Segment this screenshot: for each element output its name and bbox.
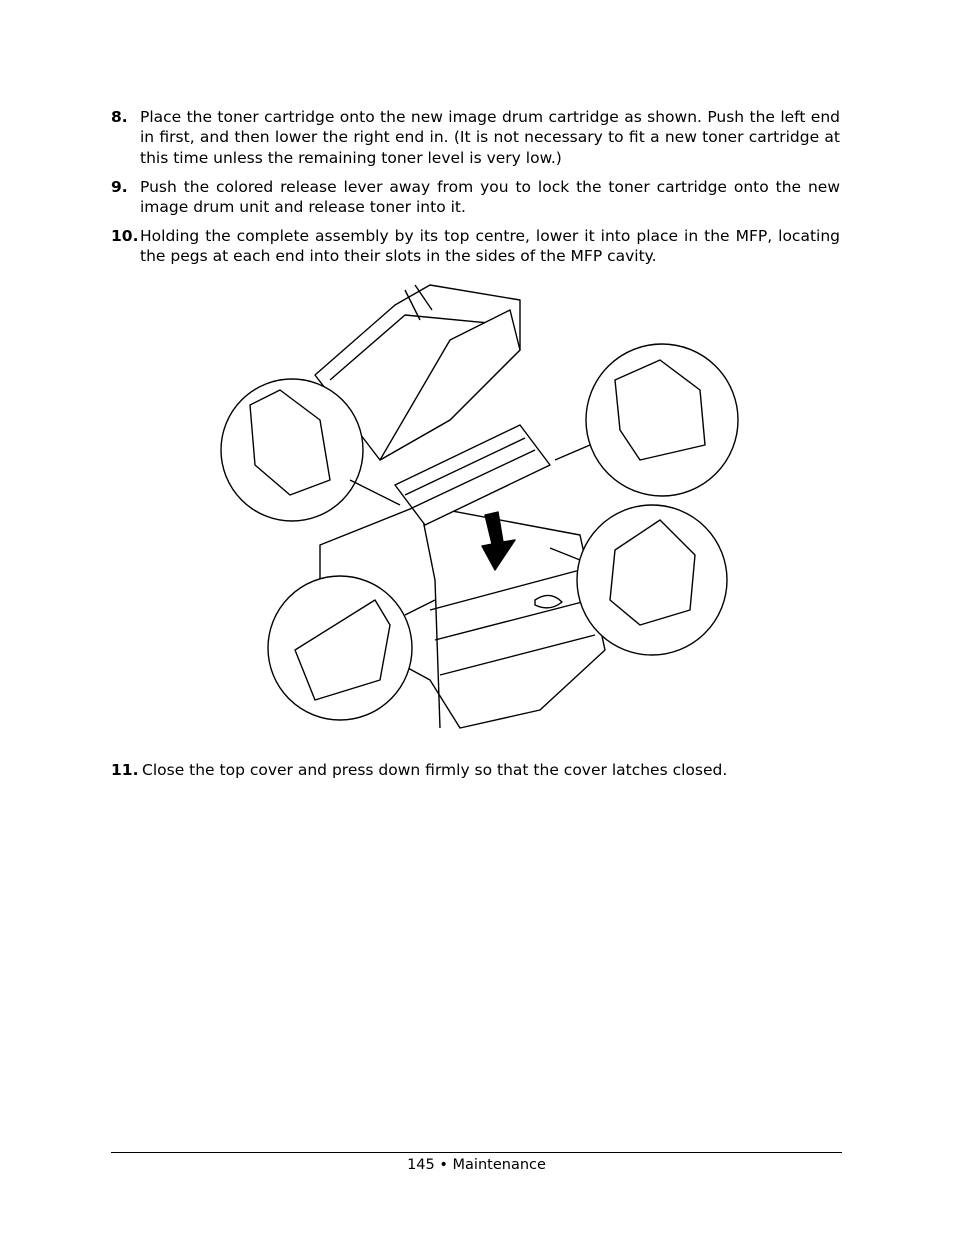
step-10 (111, 226, 840, 267)
step-number: 9. (111, 178, 128, 196)
step-number: 10. (111, 227, 139, 245)
step-11 (111, 760, 840, 780)
step-9 (111, 177, 840, 218)
detail-bottom-left (268, 576, 412, 720)
step-text: Place the toner cartridge onto the new image drum cartridge as shown. Push the left end in first, and then lower the right end in. (It is not necessary to fit a new toner cartridge at this time unless the remaining toner level is very low.) (140, 108, 840, 167)
page-footer (111, 1157, 842, 1173)
detail-bottom-right (577, 505, 727, 655)
step-text: Close the top cover and press down firmly so that the cover latches closed. (142, 761, 728, 779)
step-number: 8. (111, 108, 128, 126)
detail-top-right (586, 344, 738, 496)
section-name: Maintenance (452, 1157, 546, 1173)
footer-divider (111, 1152, 842, 1153)
mfp-drum-installation-illustration (220, 280, 740, 730)
step-text: Holding the complete assembly by its top centre, lower it into place in the MFP, locating the pegs at each end into their slots in the sides of the MFP cavity. (140, 227, 840, 266)
step-number: 11. (111, 761, 139, 779)
step-text: Push the colored release lever away from you to lock the toner cartridge onto the new image drum unit and release toner into it. (140, 178, 840, 217)
detail-top-left (221, 379, 363, 521)
page-number: 145 (407, 1157, 435, 1173)
footer-separator: • (439, 1157, 448, 1173)
step-8 (111, 107, 840, 168)
drum-toner-assembly (395, 425, 550, 525)
